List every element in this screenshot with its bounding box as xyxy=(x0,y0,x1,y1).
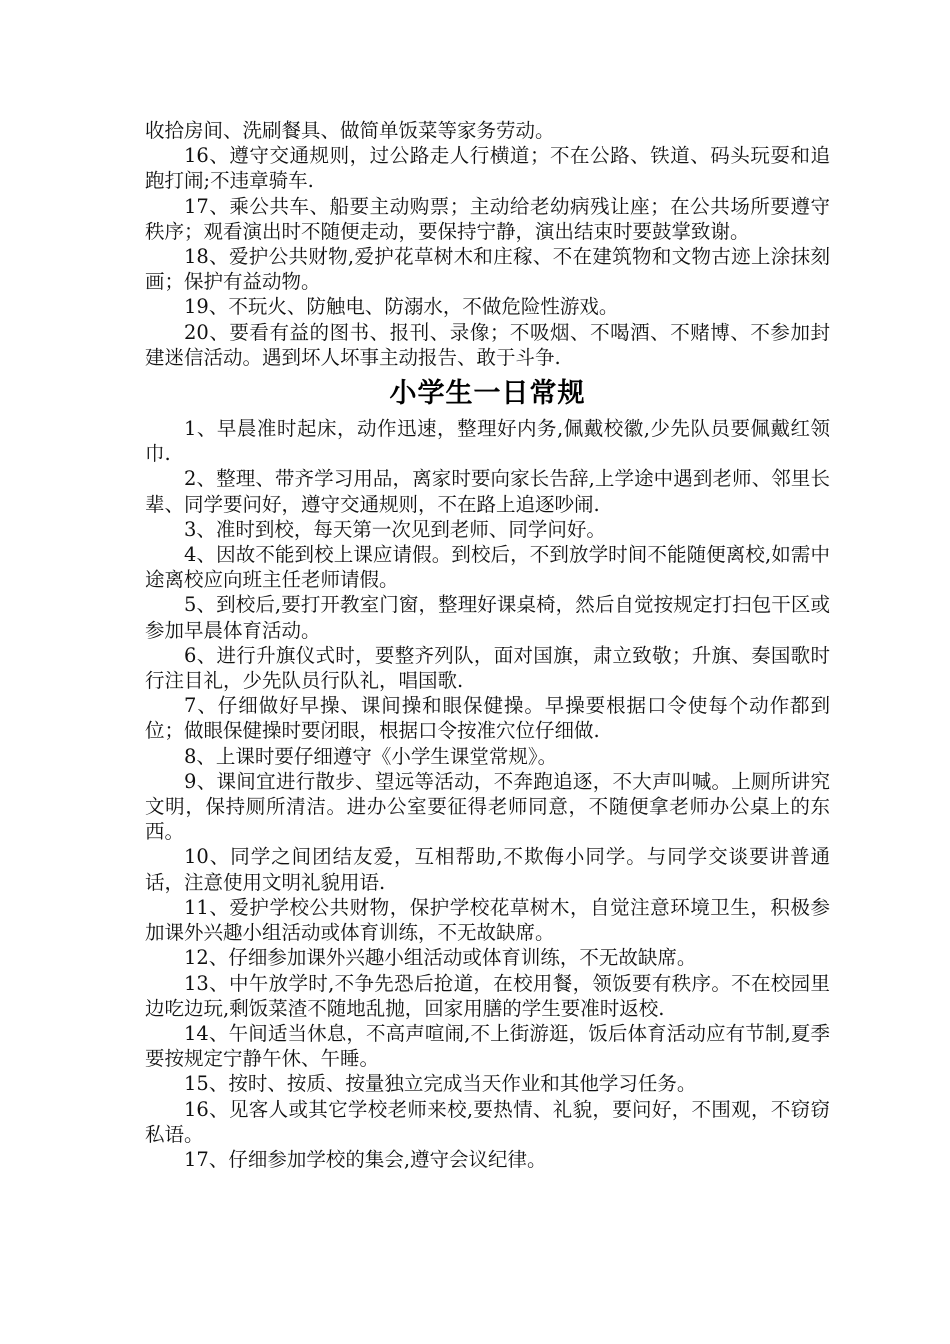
daily-rule-2: 2、整理、带齐学习用品，离家时要向家长告辞,上学途中遇到老师、邻里长辈、同学要问好，遵守交通规则，不在路上追逐吵闹. xyxy=(145,467,830,516)
rule-item-17: 17、乘公共车、船要主动购票；主动给老幼病残让座；在公共场所要遵守秩序；观看演出时不随便走动，要保持宁静，演出结束时要鼓掌致谢。 xyxy=(145,194,830,243)
daily-rule-1: 1、早晨准时起床，动作迅速，整理好内务,佩戴校徽,少先队员要佩戴红领巾. xyxy=(145,417,830,466)
daily-rule-4: 4、因故不能到校上课应请假。到校后，不到放学时间不能随便离校,如需中途离校应向班主任老师请假。 xyxy=(145,543,830,592)
daily-rule-16: 16、见客人或其它学校老师来校,要热情、礼貌，要问好，不围观，不窃窃私语。 xyxy=(145,1097,830,1146)
daily-rule-7: 7、仔细做好早操、课间操和眼保健操。早操要根据口令使每个动作都到位；做眼保健操时要闭眼，根据口令按准穴位仔细做. xyxy=(145,694,830,743)
paragraph-continuation: 收拾房间、洗刷餐具、做简单饭菜等家务劳动。 xyxy=(145,119,555,142)
daily-rule-17: 17、仔细参加学校的集会,遵守会议纪律。 xyxy=(184,1147,547,1171)
daily-rule-8: 8、上课时要仔细遵守《小学生课堂常规》。 xyxy=(184,744,558,768)
daily-rule-12: 12、仔细参加课外兴趣小组活动或体育训练，不无故缺席。 xyxy=(184,946,697,970)
document-page xyxy=(145,118,830,1172)
daily-rule-5: 5、到校后,要打开教室门窗，整理好课桌椅，然后自觉按规定打扫包干区或参加早晨体育活动。 xyxy=(145,593,830,642)
section-title: 小学生一日常规 xyxy=(389,378,586,410)
daily-rule-10: 10、同学之间团结友爱，互相帮助,不欺侮小同学。与同学交谈要讲普通话，注意使用文明礼貌用语. xyxy=(145,845,830,894)
daily-rule-15: 15、按时、按质、按量独立完成当天作业和其他学习任务。 xyxy=(184,1072,697,1096)
daily-rule-13: 13、中午放学时,不争先恐后抢道，在校用餐，领饭要有秩序。不在校园里边吃边玩,剩饭菜渣不随地乱抛，回家用膳的学生要准时返校. xyxy=(145,971,830,1020)
rule-item-20: 20、要看有益的图书、报刊、录像；不吸烟、不喝酒、不赌博、不参加封建迷信活动。遇到坏人坏事主动报告、敢于斗争. xyxy=(145,320,830,369)
daily-rule-11: 11、爱护学校公共财物，保护学校花草树木，自觉注意环境卫生，积极参加课外兴趣小组活动或体育训练，不无故缺席。 xyxy=(145,895,830,945)
rule-item-18: 18、爱护公共财物,爱护花草树木和庄稼、不在建筑物和文物古迹上涂抹刻画；保护有益动物。 xyxy=(145,245,830,294)
daily-rule-14: 14、午间适当休息，不高声喧闹,不上街游逛，饭后体育活动应有节制,夏季要按规定宁静午休、午睡。 xyxy=(145,1021,830,1071)
daily-rule-9: 9、课间宜进行散步、望远等活动，不奔跑追逐，不大声叫喊。上厕所讲究文明，保持厕所清洁。进办公室要征得老师同意，不随便拿老师办公桌上的东西。 xyxy=(145,769,830,844)
daily-rule-6: 6、进行升旗仪式时，要整齐列队，面对国旗，肃立致敬；升旗、奏国歌时行注目礼，少先队员行队礼，唱国歌. xyxy=(145,643,830,693)
rule-item-16: 16、遵守交通规则，过公路走人行横道；不在公路、铁道、码头玩耍和追跑打闹;不违章骑车. xyxy=(145,144,830,193)
rule-item-19: 19、不玩火、防触电、防溺水，不做危险性游戏。 xyxy=(184,295,619,319)
daily-rule-3: 3、准时到校，每天第一次见到老师、同学问好。 xyxy=(184,517,606,541)
